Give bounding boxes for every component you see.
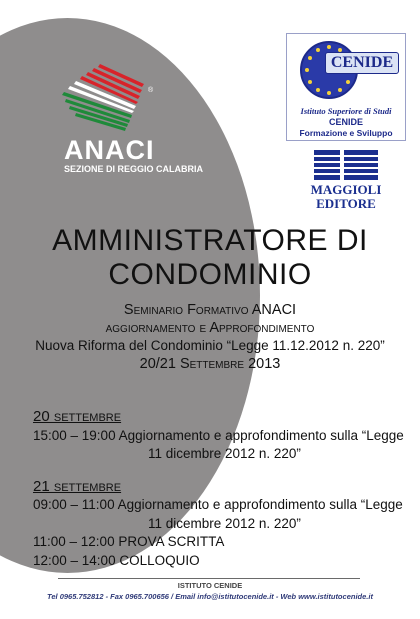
footer-contacts: Tel 0965.752812 - Fax 0965.700656 / Email info@istitutocenide.it - Web www.istitutocenide.it xyxy=(47,592,373,601)
day-heading-1: 20 settembre xyxy=(33,408,122,425)
schedule-entry: 11 dicembre 2012 n. 220” xyxy=(148,515,301,531)
schedule-entry: 11 dicembre 2012 n. 220” xyxy=(148,446,301,461)
subtitle-line-1: Seminario Formativo ANACI xyxy=(123,302,297,318)
schedule-entry: 09:00 – 11:00 Aggiornamento e approfondimento sulla “Legge xyxy=(33,497,403,512)
cenide-name: CENIDE xyxy=(328,117,363,127)
title-line-2: CONDOMINIO xyxy=(108,258,312,291)
maggioli-editore: EDITORE xyxy=(316,196,376,211)
seminar-subtitle xyxy=(0,301,420,373)
footer-title: ISTITUTO CENIDE xyxy=(177,581,243,590)
cenide-tagline: Formazione e Sviluppo xyxy=(299,128,393,138)
anaci-section: SEZIONE DI REGGIO CALABRIA xyxy=(64,164,204,174)
anaci-name: ANACI xyxy=(64,135,155,165)
maggioli-bars-icon xyxy=(314,150,378,180)
anaci-logo xyxy=(62,62,204,174)
maggioli-name: MAGGIOLI xyxy=(310,182,382,197)
cenide-logo xyxy=(286,33,406,141)
cenide-institute: Istituto Superiore di Studi xyxy=(300,106,392,116)
maggioli-logo xyxy=(306,150,386,212)
schedule xyxy=(33,408,418,570)
schedule-entry: 11:00 – 12:00 PROVA SCRITTA xyxy=(33,534,225,549)
page-title xyxy=(0,224,420,292)
registered-mark: ® xyxy=(148,87,154,94)
anaci-stripes-icon xyxy=(62,62,172,134)
subtitle-line-4: 20/21 Settembre 2013 xyxy=(139,356,281,372)
subtitle-line-3: Nuova Riforma del Condominio “Legge 11.12.2012 n. 220” xyxy=(35,338,385,353)
day-heading-2: 21 settembre xyxy=(33,477,122,495)
cenide-logo-word: CENIDE xyxy=(325,52,399,74)
subtitle-line-2: aggiornamento e Approfondimento xyxy=(105,320,315,336)
schedule-entry: 15:00 – 19:00 Aggiornamento e approfondimento sulla “Legge xyxy=(33,427,404,443)
footer-divider xyxy=(58,578,360,579)
title-line-1: AMMINISTRATORE DI xyxy=(52,224,368,257)
schedule-entry: 12:00 – 14:00 COLLOQUIO xyxy=(33,552,200,568)
